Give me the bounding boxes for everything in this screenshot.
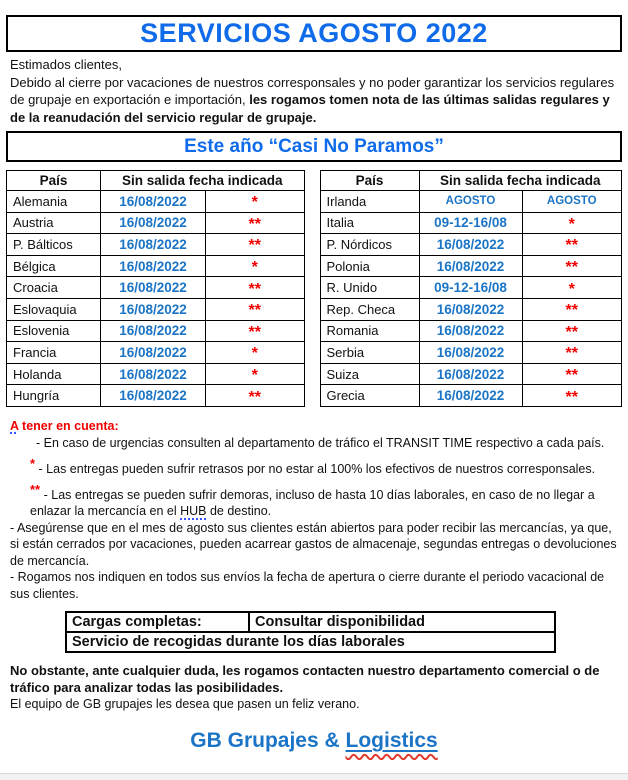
mark-cell: ** — [206, 298, 305, 320]
country-cell: Croacia — [7, 277, 101, 299]
mark-cell: ** — [206, 385, 305, 407]
country-cell: Holanda — [7, 363, 101, 385]
note-transit-time: - En caso de urgencias consulten al departamento de tráfico el TRANSIT TIME respectivo a cada país. — [36, 436, 605, 451]
pickup-service-row — [66, 632, 555, 652]
mark-cell: ** — [522, 320, 622, 342]
mark-cell: * — [206, 363, 305, 385]
closing-wish: El equipo de GB grupajes les desea que pasen un feliz verano. — [10, 697, 360, 712]
mark-cell: * — [206, 255, 305, 277]
mark-cell: ** — [522, 385, 622, 407]
full-loads-label: Cargas completas: — [66, 612, 249, 632]
date-cell: AGOSTO — [419, 191, 522, 213]
closing-contact: No obstante, ante cualquier duda, les rogamos contacten nuestro departamento comercial o de tráfico para analizar todas las posibilidades. — [10, 663, 600, 696]
page-subtitle: Este año “Casi No Paramos” — [184, 135, 444, 157]
country-cell: Eslovenia — [7, 320, 101, 342]
note-opening-dates: - Rogamos nos indiquen en todos sus envíos la fecha de apertura o cierre durante el periodo vacacional de sus clientes. — [10, 570, 605, 601]
no-departure-column-header: Sin salida fecha indicada — [101, 171, 305, 191]
country-cell: P. Bálticos — [7, 234, 101, 256]
table-row — [7, 255, 305, 277]
intro-paragraph — [10, 56, 620, 126]
mark-cell: ** — [522, 342, 622, 364]
table-row — [7, 234, 305, 256]
pickup-service-cell: Servicio de recogidas durante los días laborales — [66, 632, 555, 652]
table-row — [320, 298, 622, 320]
country-cell: Francia — [7, 342, 101, 364]
full-loads-row — [66, 612, 555, 632]
table-row — [7, 320, 305, 342]
country-cell: Serbia — [320, 342, 419, 364]
note-double-star-post: de destino. — [206, 504, 272, 519]
country-cell: Bélgica — [7, 255, 101, 277]
date-cell: 16/08/2022 — [101, 277, 206, 299]
note-double-star — [30, 482, 620, 520]
note-double-star-pre: - Las entregas se pueden sufrir demoras, incluso de hasta 10 días laborales, en caso de no llegar a enlazar la mercancía en el — [30, 487, 595, 519]
mark-cell: AGOSTO — [522, 191, 622, 213]
full-loads-value: Consultar disponibilidad — [249, 612, 555, 632]
country-cell: Irlanda — [320, 191, 419, 213]
country-cell: Romania — [320, 320, 419, 342]
mark-cell: ** — [206, 320, 305, 342]
subtitle-box — [6, 131, 622, 162]
mark-cell: ** — [206, 234, 305, 256]
country-cell: Suiza — [320, 363, 419, 385]
date-cell: 16/08/2022 — [101, 191, 206, 213]
right-country-table — [320, 170, 623, 407]
country-cell: P. Nórdicos — [320, 234, 419, 256]
mark-cell: ** — [522, 363, 622, 385]
date-cell: 16/08/2022 — [101, 342, 206, 364]
mark-cell: ** — [206, 277, 305, 299]
mark-cell: * — [206, 191, 305, 213]
note-single-star — [30, 456, 620, 478]
mark-cell: ** — [522, 234, 622, 256]
mark-cell: ** — [522, 255, 622, 277]
page-title: SERVICIOS AGOSTO 2022 — [140, 18, 488, 48]
country-cell: Rep. Checa — [320, 298, 419, 320]
table-header-row — [7, 171, 305, 191]
title-box — [6, 15, 622, 52]
note-single-star-text: - Las entregas pueden sufrir retrasos por no estar al 100% los efectivos de nuestros corresponsales. — [38, 462, 596, 477]
date-cell: 16/08/2022 — [419, 385, 522, 407]
country-cell: R. Unido — [320, 277, 419, 299]
date-cell: 16/08/2022 — [419, 320, 522, 342]
date-cell: 16/08/2022 — [101, 234, 206, 256]
window-bottom-bar — [0, 773, 628, 780]
table-row — [7, 212, 305, 234]
table-row — [320, 234, 622, 256]
country-cell: Hungría — [7, 385, 101, 407]
notes-heading-initial: A — [10, 418, 19, 433]
country-column-header: País — [7, 171, 101, 191]
brand-logistics: Logistics — [345, 729, 438, 753]
left-country-table — [6, 170, 305, 407]
table-row — [320, 212, 622, 234]
mark-cell: * — [206, 342, 305, 364]
intro-body-bold: les rogamos tomen nota de las últimas salidas regulares y de la reanudación del servicio regular de grupaje. — [10, 92, 610, 125]
date-cell: 16/08/2022 — [101, 320, 206, 342]
notes-heading-rest: tener en cuenta: — [18, 418, 119, 433]
table-row — [320, 191, 622, 213]
notes-section — [10, 418, 620, 602]
table-row — [7, 277, 305, 299]
table-row — [7, 385, 305, 407]
table-row — [7, 363, 305, 385]
table-row — [7, 191, 305, 213]
full-loads-table — [65, 611, 556, 653]
date-cell: 16/08/2022 — [419, 363, 522, 385]
country-column-header: País — [320, 171, 419, 191]
hub-word: HUB — [180, 504, 207, 519]
table-row — [7, 298, 305, 320]
date-cell: 09-12-16/08 — [419, 212, 522, 234]
table-row — [320, 320, 622, 342]
table-row — [320, 277, 622, 299]
mark-cell: ** — [206, 212, 305, 234]
mark-cell: * — [522, 277, 622, 299]
date-cell: 16/08/2022 — [419, 298, 522, 320]
table-header-row — [320, 171, 622, 191]
date-cell: 16/08/2022 — [419, 342, 522, 364]
brand-line — [0, 729, 628, 753]
country-cell: Grecia — [320, 385, 419, 407]
country-cell: Alemania — [7, 191, 101, 213]
table-row — [320, 363, 622, 385]
table-row — [320, 255, 622, 277]
country-cell: Italia — [320, 212, 419, 234]
country-cell: Eslovaquia — [7, 298, 101, 320]
intro-body: Debido al cierre por vacaciones de nuestros corresponsales y no poder garantizar los servicios regulares de grupaje en exportación e importación, — [10, 74, 615, 107]
double-star-mark: ** — [30, 481, 41, 497]
note-open-clients: - Asegúrense que en el mes de agosto sus clientes están abiertos para poder recibir las mercancías, ya que, si están cerrados por vacaciones, pueden acarrear gastos de almacenaje, segundas entregas o devoluciones de mercancía. — [10, 520, 617, 568]
date-cell: 16/08/2022 — [419, 255, 522, 277]
table-row — [320, 342, 622, 364]
brand-prefix: GB Grupajes & — [190, 729, 346, 753]
date-cell: 09-12-16/08 — [419, 277, 522, 299]
date-cell: 16/08/2022 — [101, 385, 206, 407]
single-star-mark: * — [30, 455, 36, 471]
no-departure-column-header: Sin salida fecha indicada — [419, 171, 622, 191]
table-row — [320, 385, 622, 407]
notes-heading — [10, 418, 620, 435]
date-cell: 16/08/2022 — [101, 363, 206, 385]
note-double-star-text — [30, 488, 595, 519]
date-cell: 16/08/2022 — [101, 255, 206, 277]
date-cell: 16/08/2022 — [101, 212, 206, 234]
mark-cell: * — [522, 212, 622, 234]
mark-cell: ** — [522, 298, 622, 320]
country-tables — [6, 170, 622, 407]
country-cell: Austria — [7, 212, 101, 234]
country-cell: Polonia — [320, 255, 419, 277]
intro-greeting: Estimados clientes, — [10, 57, 122, 72]
date-cell: 16/08/2022 — [419, 234, 522, 256]
table-row — [7, 342, 305, 364]
date-cell: 16/08/2022 — [101, 298, 206, 320]
